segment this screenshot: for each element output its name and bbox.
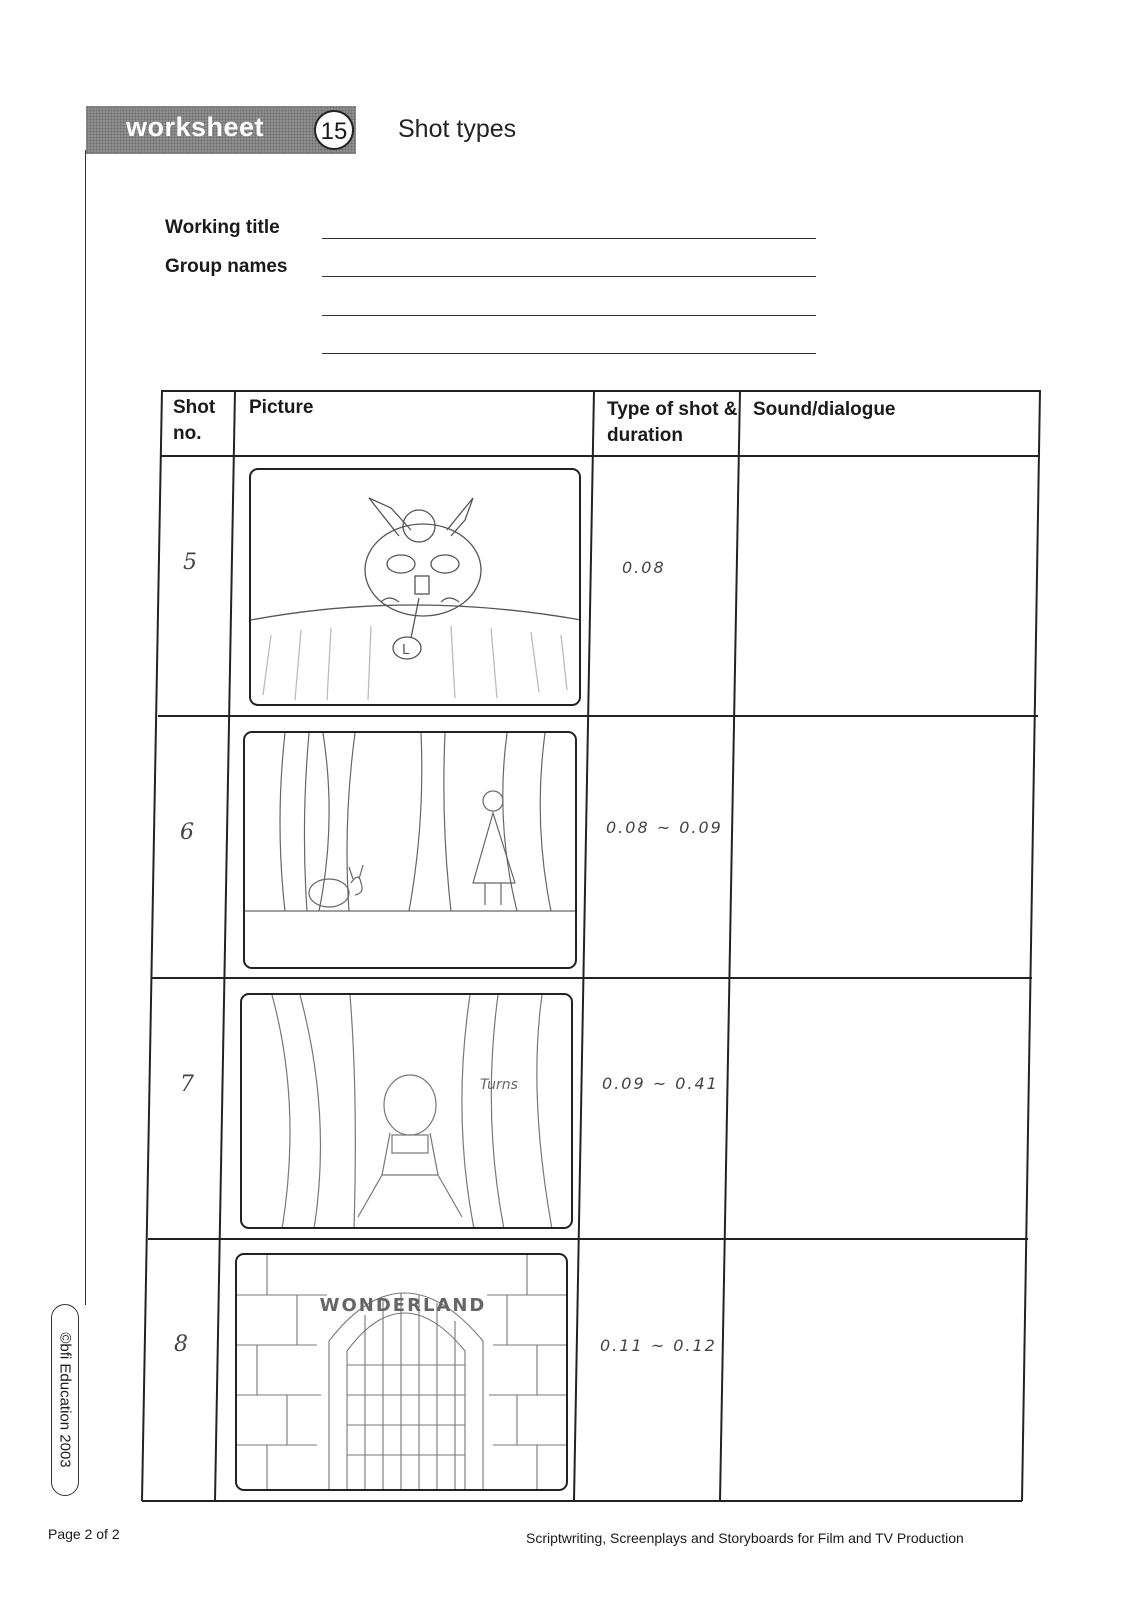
storyboard-frame — [235, 1253, 568, 1491]
sound-dialogue-cell[interactable] — [750, 990, 1010, 1220]
book-title: Scriptwriting, Screenplays and Storyboards for Film and TV Production — [526, 1530, 964, 1546]
col-header-picture: Picture — [249, 397, 314, 418]
group-names-label: Group names — [165, 256, 288, 277]
col-header-sound: Sound/dialogue — [753, 399, 896, 420]
col-header-shot-type: Type of shot & duration — [607, 399, 738, 446]
sound-dialogue-cell[interactable] — [754, 730, 1014, 960]
working-title-label: Working title — [165, 217, 280, 238]
shot-number: 5 — [183, 550, 197, 575]
worksheet-label: worksheet — [126, 112, 265, 142]
turns-note: Turns — [480, 1077, 518, 1093]
shot-duration: 0.11 ~ 0.12 — [600, 1336, 717, 1355]
worksheet-title: Shot types — [398, 115, 517, 143]
pendant-letter: L — [402, 643, 410, 658]
storyboard-frame — [249, 468, 581, 706]
worksheet-number: 15 — [314, 110, 354, 150]
rabbit-sketch — [251, 470, 581, 706]
shot-number: 7 — [180, 1072, 194, 1097]
col-header-shot-no: Shot no. — [173, 397, 216, 444]
sound-dialogue-cell[interactable] — [759, 470, 1019, 700]
girl-in-forest-sketch — [242, 995, 573, 1229]
shot-duration: 0.09 ~ 0.41 — [602, 1074, 719, 1093]
storyboard-frame — [240, 993, 573, 1229]
shot-duration: 0.08 — [622, 558, 666, 577]
storyboard-frame — [243, 731, 577, 969]
forest-rabbit-girl-sketch — [245, 733, 577, 969]
shot-duration: 0.08 ~ 0.09 — [606, 818, 723, 837]
gate-sign: WONDERLAND — [319, 1295, 487, 1316]
page-number: Page 2 of 2 — [48, 1526, 120, 1542]
copyright-text: ©bfi Education 2003 — [56, 1332, 74, 1468]
shot-number: 6 — [180, 820, 194, 845]
sound-dialogue-cell[interactable] — [746, 1252, 1006, 1482]
wonderland-gate-sketch — [237, 1255, 568, 1491]
shot-number: 8 — [174, 1332, 188, 1357]
